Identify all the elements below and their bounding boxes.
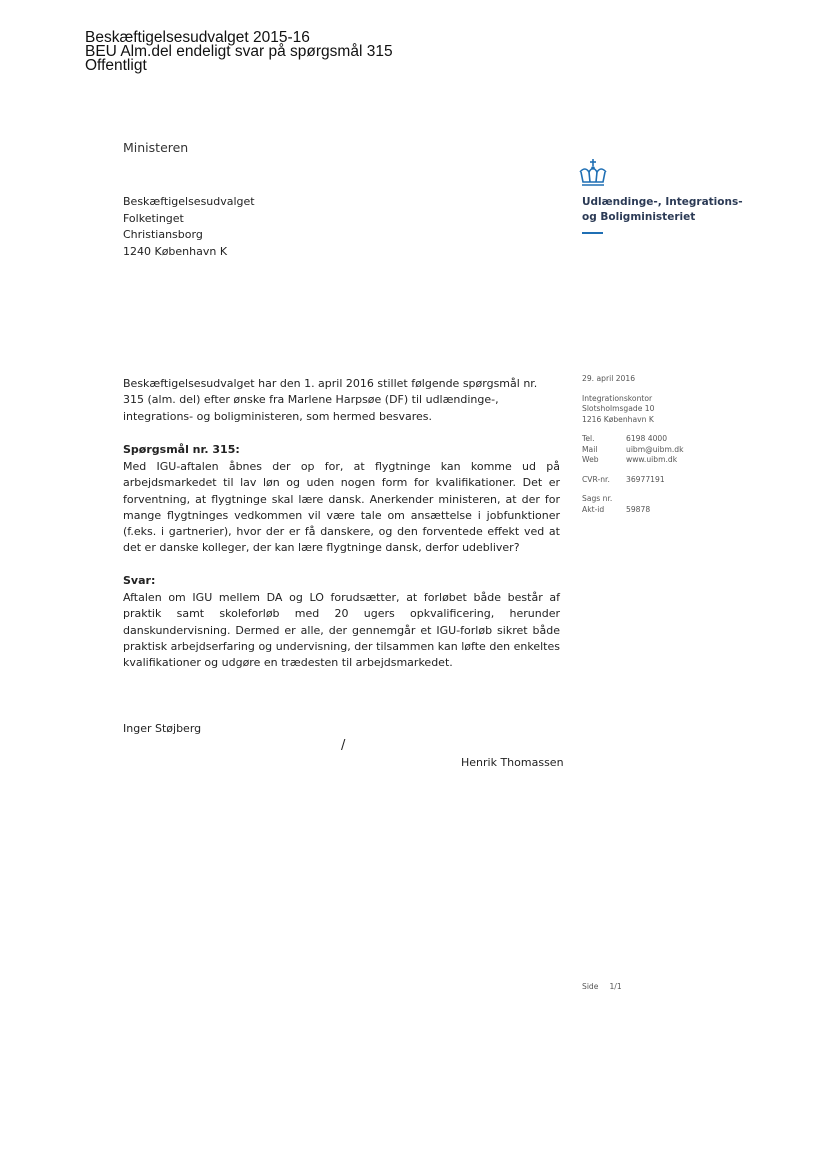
answer-heading: Svar:	[123, 574, 156, 587]
signature-official: Henrik Thomassen	[461, 756, 564, 769]
office-city: 1216 København K	[582, 414, 654, 424]
crown-icon	[577, 158, 609, 188]
stamp-status: Offentligt	[85, 57, 147, 74]
cvr-value: 36977191	[626, 474, 665, 484]
contact-mail	[582, 445, 712, 456]
ministry-name-line: Udlændinge-, Integrations-	[582, 196, 743, 208]
recipient-address	[123, 194, 255, 260]
web-value: www.uibm.dk	[626, 455, 678, 464]
page-count: 1/1	[609, 982, 622, 991]
stamp-reference: BEU Alm.del endeligt svar på spørgsmål 315	[85, 43, 393, 60]
signature-minister: Inger Støjberg	[123, 722, 202, 735]
answer-text: Aftalen om IGU mellem DA og LO forudsætter, at forløbet både består af praktik samt skoleforløb med 20 ugers opkvalificering, herunder danskundervisning. Dermed er alle, der gennemgår et IGU-forløb sikret både praktisk arbejdserfaring og undervisning, der tilsammen kan løfte den enkeltes kvalifikationer og udgøre en trædesten til arbejdsmarkedet.	[123, 591, 560, 670]
page-number	[582, 982, 622, 991]
ministry-name-line: og Boligministeriet	[582, 211, 696, 223]
sender-label: Ministeren	[123, 140, 189, 155]
letter-date: 29. april 2016	[582, 374, 636, 383]
page-label: Side	[582, 982, 599, 991]
akt-row	[582, 505, 712, 516]
tel-label: Tel.	[582, 434, 595, 443]
web-label: Web	[582, 455, 599, 464]
sags-label: Sags nr.	[582, 494, 613, 503]
cvr-label: CVR-nr.	[582, 474, 610, 484]
akt-value: 59878	[626, 504, 651, 514]
recipient-line: Beskæftigelsesudvalget	[123, 195, 255, 208]
mail-label: Mail	[582, 444, 598, 454]
office-street: Slotsholmsgade 10	[582, 404, 655, 413]
contact-web	[582, 455, 712, 466]
tel-value: 6198 4000	[626, 434, 668, 443]
ministry-name	[582, 195, 743, 225]
question-heading: Spørgsmål nr. 315:	[123, 443, 240, 456]
signature-separator: /	[341, 738, 346, 753]
cvr-row	[582, 475, 712, 486]
sags-row	[582, 494, 712, 505]
recipient-line: 1240 København K	[123, 244, 228, 258]
letter-intro: Beskæftigelsesudvalget har den 1. april 2016 stillet følgende spørgsmål nr. 315 (alm. del) efter ønske fra Marlene Harpsøe (DF) til udlændinge-, integrations- og boligministeren, som hermed besvares.	[123, 377, 538, 423]
question-text: Med IGU-aftalen åbnes der op for, at flygtninge kan komme ud på arbejdsmarkedet til lav løn og uden nogen form for kvalifikationer. Det er forventning, at flygtninge skal lære dansk. Anerkender ministeren, at der for mange flygtninges vedkommen vil være tale om ansættelse i jobfunktioner (f.eks. i gartnerier), hvor der er få danskere, og den forventede effekt ved at det er danske kolleger, der kan lære flygtninge dansk, derfor udebliver?	[123, 460, 560, 555]
recipient-line: Christiansborg	[123, 228, 203, 241]
contact-tel	[582, 434, 712, 445]
office-name: Integrationskontor	[582, 393, 653, 403]
recipient-line: Folketinget	[123, 211, 184, 225]
akt-label: Akt-id	[582, 504, 605, 514]
ministry-accent-rule	[582, 232, 603, 234]
side-panel	[582, 374, 712, 515]
stamp-committee: Beskæftigelsesudvalget 2015-16	[85, 29, 310, 46]
header-stamp	[85, 31, 393, 73]
mail-value: uibm@uibm.dk	[626, 444, 684, 454]
